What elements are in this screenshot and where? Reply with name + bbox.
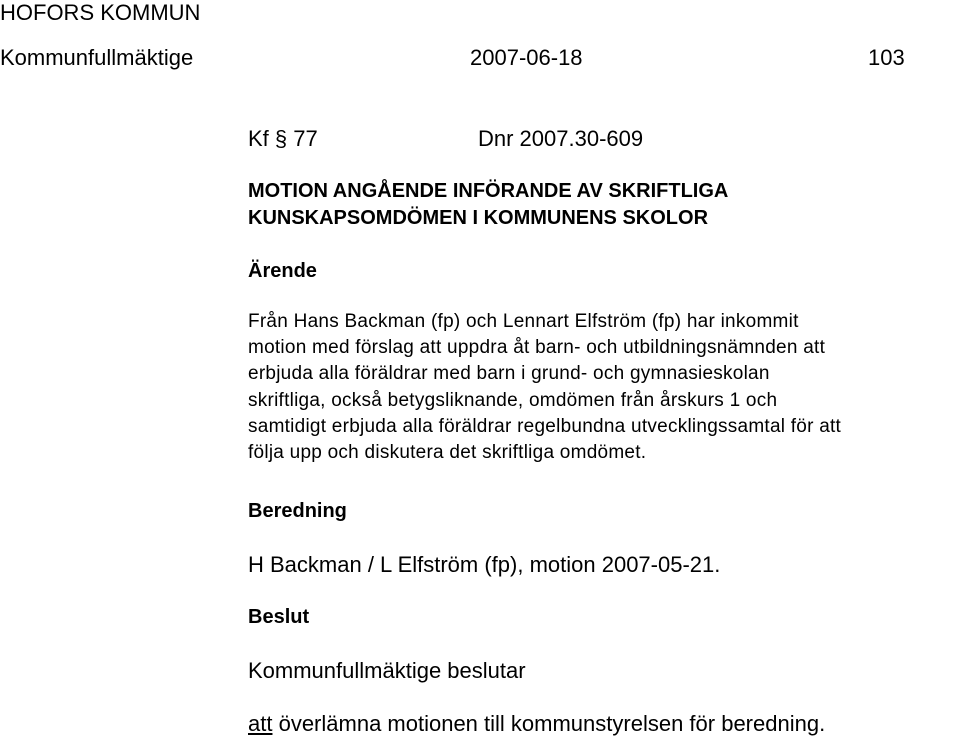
decision-text: överlämna motionen till kommunstyrelsen för beredning.	[272, 711, 826, 736]
beslut-heading: Beslut	[248, 606, 310, 628]
beslut-intro: Kommunfullmäktige beslutar	[248, 658, 526, 683]
arende-line: samtidigt erbjuda alla föräldrar regelbundna utvecklingssamtal för att	[248, 415, 842, 437]
paragraph-number: Kf § 77	[248, 126, 318, 151]
arende-line: följa upp och diskutera det skriftliga omdömet.	[248, 442, 647, 464]
title-line-2: KUNSKAPSOMDÖMEN I KOMMUNENS SKOLOR	[248, 207, 709, 229]
meeting-date: 2007-06-18	[470, 45, 583, 70]
arende-body	[248, 309, 960, 466]
arende-line: erbjuda alla föräldrar med barn i grund- och gymnasieskolan	[248, 363, 770, 385]
arende-heading: Ärende	[248, 260, 317, 282]
council-name: Kommunfullmäktige	[0, 45, 194, 70]
arende-line: skriftliga, också betygsliknande, omdömen från årskurs 1 och	[248, 389, 778, 411]
diary-number: Dnr 2007.30-609	[478, 126, 644, 151]
title-line-1: MOTION ANGÅENDE INFÖRANDE AV SKRIFTLIGA	[248, 180, 729, 202]
beredning-heading: Beredning	[248, 500, 347, 522]
org-name: HOFORS KOMMUN	[0, 0, 201, 25]
arende-line: Från Hans Backman (fp) och Lennart Elfström (fp) har inkommit	[248, 311, 799, 332]
att-keyword: att	[248, 711, 273, 736]
page-number: 103	[868, 45, 905, 70]
beredning-text: H Backman / L Elfström (fp), motion 2007-05-21.	[248, 552, 721, 577]
arende-line: motion med förslag att uppdra åt barn- och utbildningsnämnden att	[248, 337, 826, 359]
beslut-decision	[248, 711, 825, 737]
